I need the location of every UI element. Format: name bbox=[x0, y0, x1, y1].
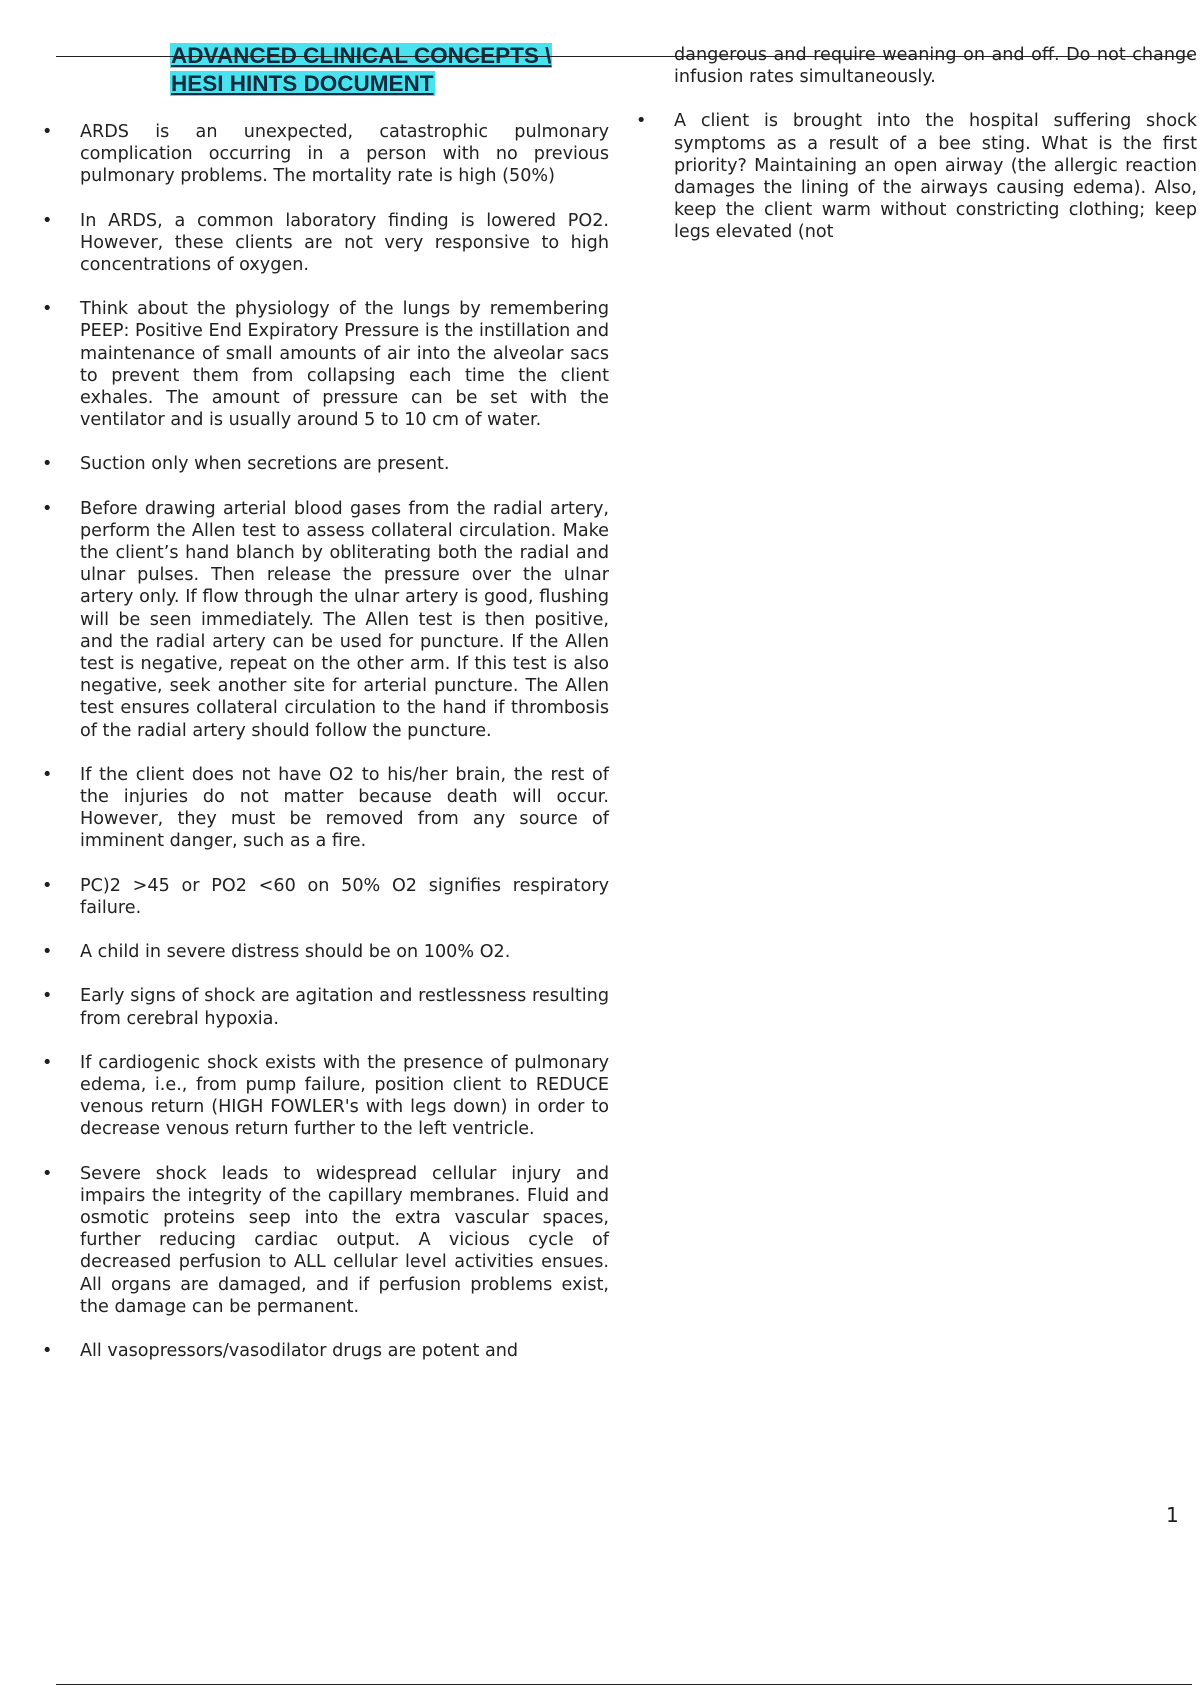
bullet-text: ARDS is an unexpected, catastrophic pulmonary complication occurring in a person with no previous pulmonary problems. The mortality rate is high (50%) bbox=[80, 122, 609, 187]
bullet-text: A client is brought into the hospital suffering shock symptoms as a result of a bee sting. What is the first priority? Maintaining an open airway (the allergic reaction damages the lining of the airways causing edema). Also, keep the client warm without constricting clothing; keep legs elevated (not bbox=[674, 111, 1197, 243]
bullet-text: Early signs of shock are agitation and restlessness resulting from cerebral hypoxia. bbox=[80, 986, 609, 1029]
bullet-icon: • bbox=[42, 210, 53, 231]
bullet-icon: • bbox=[42, 764, 53, 785]
page-number: 1 bbox=[1166, 1503, 1179, 1527]
bullet-item bbox=[42, 498, 609, 742]
right-column bbox=[636, 44, 1197, 266]
bullet-item bbox=[42, 1052, 609, 1141]
bullet-item bbox=[42, 1340, 609, 1362]
bullet-icon: • bbox=[42, 1340, 53, 1361]
bullet-item bbox=[42, 941, 609, 963]
bullet-text: A child in severe distress should be on 100% O2. bbox=[80, 942, 511, 963]
bullet-icon: • bbox=[42, 986, 53, 1007]
bullet-item bbox=[42, 764, 609, 853]
bullet-item bbox=[42, 121, 609, 188]
bullet-icon: • bbox=[42, 942, 53, 963]
bullet-icon: • bbox=[42, 299, 53, 320]
bullet-item bbox=[42, 985, 609, 1029]
page-bottom-rule bbox=[56, 1684, 1192, 1685]
bullet-text: If the client does not have O2 to his/her brain, the rest of the injuries do not matter because death will occur. However, they must be removed from any source of imminent danger, such as a fire. bbox=[80, 764, 609, 852]
bullet-icon: • bbox=[42, 454, 53, 475]
bullet-icon: • bbox=[42, 875, 53, 896]
bullet-text: PC)2 >45 or PO2 <60 on 50% O2 signifies respiratory failure. bbox=[80, 875, 609, 918]
bullet-item bbox=[42, 298, 609, 431]
left-column bbox=[42, 121, 609, 1384]
bullet-item bbox=[42, 210, 609, 277]
document-title-line-1: ADVANCED CLINICAL CONCEPTS \ bbox=[171, 43, 552, 68]
continued-paragraph bbox=[636, 44, 1197, 88]
continued-text: dangerous and require weaning on and off. Do not change infusion rates simultaneously. bbox=[674, 45, 1197, 88]
bullet-text: In ARDS, a common laboratory finding is lowered PO2. However, these clients are not very responsive to high concentrations of oxygen. bbox=[80, 210, 609, 276]
bullet-text: Before drawing arterial blood gases from the radial artery, perform the Allen test to assess collateral circulation. Make the client’s hand blanch by obliterating both the radial and ulnar pulses. Then release the pressure over the ulnar artery only. If flow through the ulnar artery is good, flushing will be seen immediately. The Allen test is then positive, and the radial artery can be used for puncture. If the Allen test is negative, repeat on the other arm. If this test is also negative, seek another site for arterial puncture. The Allen test ensures collateral circulation to the hand if thrombosis of the radial artery should follow the puncture. bbox=[80, 498, 609, 741]
bullet-text: Think about the physiology of the lungs by remembering PEEP: Positive End Expiratory Pressure is the instillation and maintenance of small amounts of air into the alveolar sacs to prevent them from collapsing each time the client exhales. The amount of pressure can be set with the ventilator and is usually around 5 to 10 cm of water. bbox=[80, 299, 609, 431]
bullet-icon: • bbox=[42, 1052, 53, 1073]
bullet-text: Severe shock leads to widespread cellular injury and impairs the integrity of the capillary membranes. Fluid and osmotic proteins seep into the extra vascular spaces, further reducing cardiac output. A vicious cycle of decreased perfusion to ALL cellular level activities ensues. All organs are damaged, and if perfusion problems exist, the damage can be permanent. bbox=[80, 1163, 609, 1317]
bullet-item bbox=[42, 453, 609, 475]
bullet-icon: • bbox=[636, 111, 647, 132]
bullet-item bbox=[42, 1163, 609, 1318]
bullet-text: All vasopressors/vasodilator drugs are potent and bbox=[80, 1340, 519, 1361]
document-title bbox=[170, 42, 600, 98]
document-title-line-2: HESI HINTS DOCUMENT bbox=[171, 71, 434, 96]
bullet-item bbox=[42, 875, 609, 919]
bullet-icon: • bbox=[42, 498, 53, 519]
bullet-icon: • bbox=[42, 122, 53, 142]
bullet-text: If cardiogenic shock exists with the presence of pulmonary edema, i.e., from pump failure, position client to REDUCE venous return (HIGH FOWLER's with legs down) in order to decrease venous return further to the left ventricle. bbox=[80, 1052, 609, 1140]
page-top-rule bbox=[56, 56, 1192, 57]
bullet-text: Suction only when secretions are present. bbox=[80, 454, 450, 475]
bullet-item bbox=[636, 110, 1197, 243]
bullet-icon: • bbox=[42, 1163, 53, 1184]
